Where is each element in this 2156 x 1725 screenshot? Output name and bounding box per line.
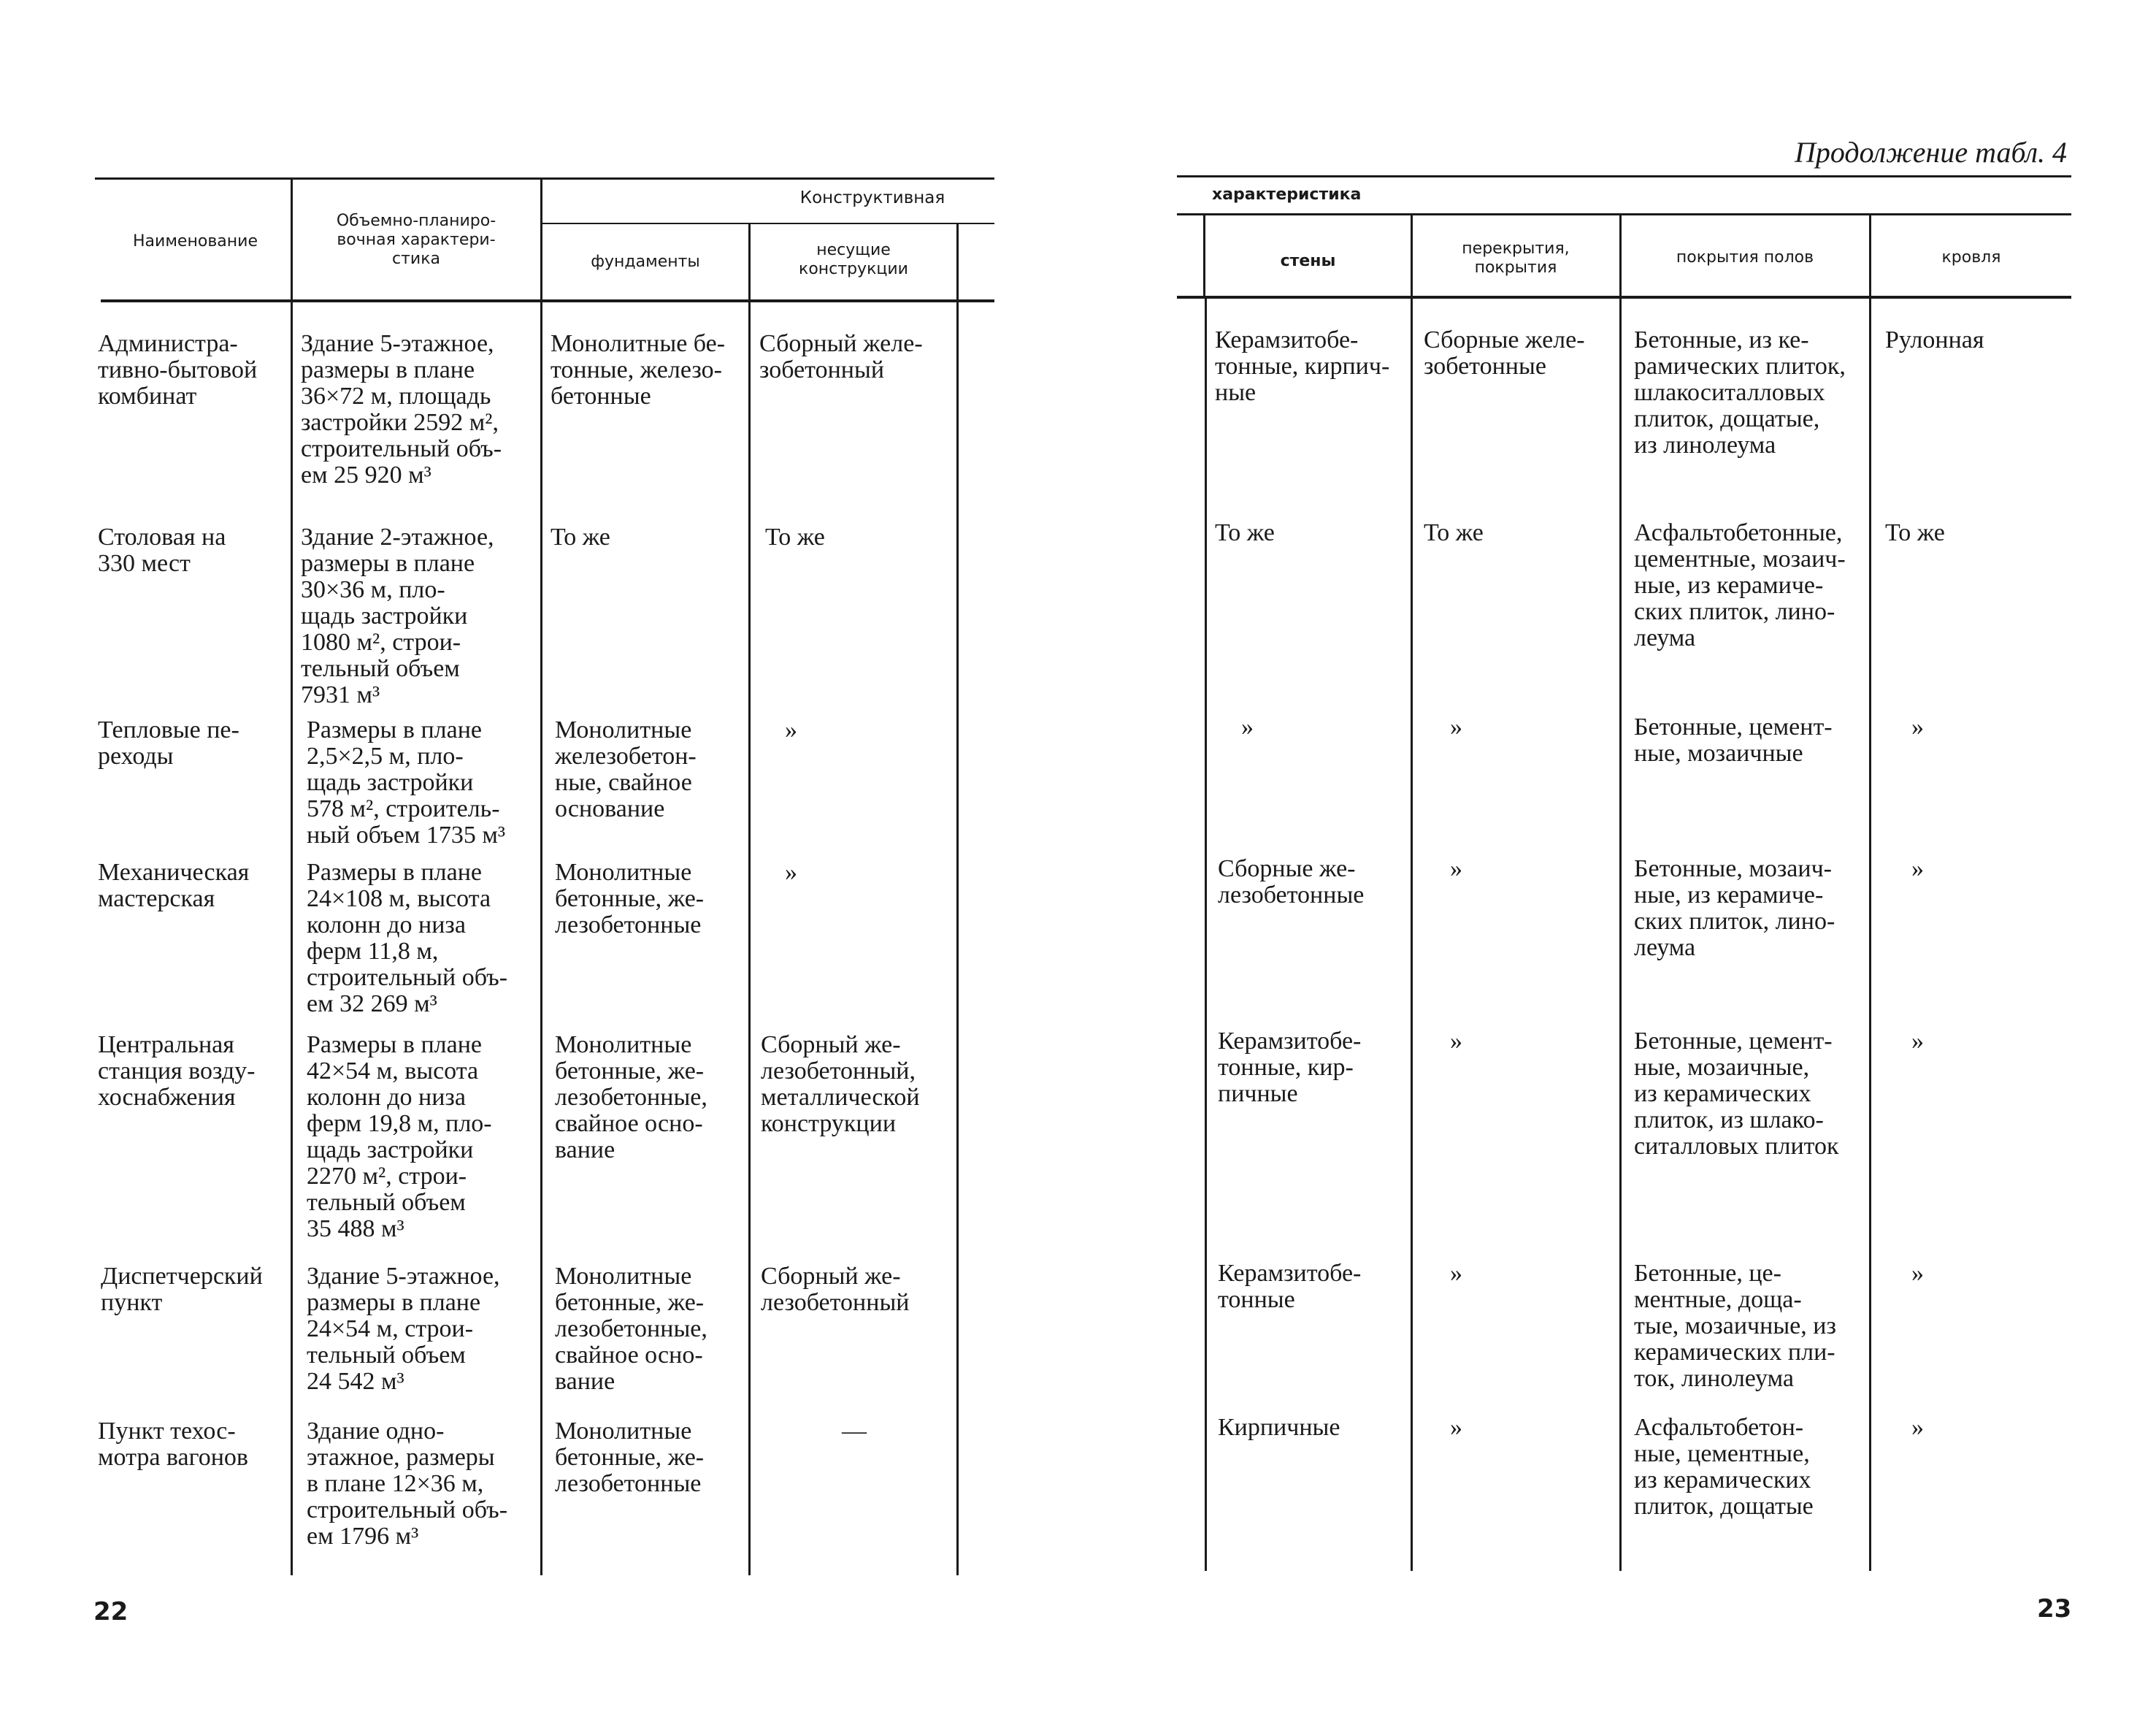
cell-floors: » <box>1450 1260 1462 1287</box>
cell-plan: Здание 5-этажное, размеры в плане 24×54 м, строи- тельный объем 24 542 м³ <box>307 1263 500 1395</box>
cell-name: Центральная станция возду- хоснабжения <box>98 1031 256 1111</box>
cell-foundations: То же <box>550 524 610 551</box>
header-bearing: несущие конструкции <box>799 241 908 278</box>
column-divider <box>1869 299 1871 1571</box>
column-divider <box>1411 299 1413 1571</box>
header-plan: Объемно-планиро- вочная характери- стика <box>336 212 496 268</box>
cell-floors: То же <box>1424 519 1484 546</box>
cell-name: Механическая мастерская <box>98 859 250 912</box>
header-divider <box>956 223 959 301</box>
cell-foundations: Монолитные железобетон- ные, свайное основание <box>555 716 697 822</box>
cell-floor-cover: Бетонные, це- ментные, доща- тые, мозаичные, из керамических пли- ток, линолеума <box>1634 1260 1836 1392</box>
column-divider <box>956 302 959 1575</box>
cell-floor-cover: Бетонные, цемент- ные, мозаичные <box>1634 714 1833 767</box>
header-divider <box>291 179 293 301</box>
cell-bearing: То же <box>765 524 825 551</box>
top-rule <box>95 177 994 180</box>
cell-floor-cover: Асфальтобетонные, цементные, мозаич- ные, из керамиче- ских плиток, лино- леума <box>1634 519 1846 651</box>
cell-plan: Размеры в плане 42×54 м, высота колонн до низа ферм 19,8 м, пло- щадь застройки 2270 м², строи- тельный объем 35 488 м³ <box>307 1031 492 1242</box>
cell-roof: » <box>1911 1028 1924 1055</box>
cell-plan: Здание одно- этажное, размеры в плане 12×36 м, строительный объ- ем 1796 м³ <box>307 1418 508 1550</box>
cell-walls: Керамзитобе- тонные, кирпич- ные <box>1215 326 1390 406</box>
cell-name: Столовая на 330 мест <box>98 524 226 577</box>
cell-name: Администра- тивно-бытовой комбинат <box>98 330 258 410</box>
cell-floor-cover: Асфальтобетон- ные, цементные, из керамических плиток, дощатые <box>1634 1414 1814 1520</box>
cell-floor-cover: Бетонные, цемент- ные, мозаичные, из керамических плиток, из шлако- ситалловых плиток <box>1634 1028 1839 1160</box>
header-bottom-rule <box>101 299 994 302</box>
cell-floors: » <box>1450 714 1462 741</box>
header-floor-cover: покрытия полов <box>1676 248 1814 267</box>
page-number-right: 23 <box>2037 1594 2072 1623</box>
cell-name: Диспетчерский пункт <box>101 1263 263 1316</box>
cell-roof: » <box>1911 714 1924 741</box>
header-foundations: фундаменты <box>591 253 700 271</box>
cell-plan: Размеры в плане 24×108 м, высота колонн до низа ферм 11,8 м, строительный объ- ем 32 269 м³ <box>307 859 508 1017</box>
cell-plan: Размеры в плане 2,5×2,5 м, пло- щадь застройки 578 м², строитель- ный объем 1735 м³ <box>307 716 506 849</box>
top-rule <box>1177 175 2071 177</box>
cell-floor-cover: Бетонные, из ке- рамических плиток, шлакоситалловых плиток, дощатые, из линолеума <box>1634 326 1846 459</box>
page-number-left: 22 <box>93 1597 128 1626</box>
cell-roof: » <box>1911 1414 1924 1441</box>
cell-foundations: Монолитные бетонные, же- лезобетонные, свайное осно- вание <box>555 1263 707 1395</box>
cell-floor-cover: Бетонные, мозаич- ные, из керамиче- ских плиток, лино- леума <box>1634 855 1835 961</box>
cell-plan: Здание 5-этажное, размеры в плане 36×72 м, площадь застройки 2592 м², строительный объ- ем 25 920 м³ <box>301 330 502 489</box>
header-roof: кровля <box>1941 248 2001 267</box>
cell-name: Пункт техос- мотра вагонов <box>98 1418 248 1471</box>
cell-roof: Рулонная <box>1885 326 1984 353</box>
cell-bearing: Сборный желе- зобетонный <box>759 330 923 383</box>
cell-bearing: » <box>785 716 797 743</box>
cell-floors: » <box>1450 1414 1462 1441</box>
header-mid-rule <box>542 223 994 224</box>
cell-floors: Сборные желе- зобетонные <box>1424 326 1585 380</box>
column-divider <box>291 302 293 1575</box>
cell-foundations: Монолитные бетонные, же- лезобетонные <box>555 1418 705 1497</box>
cell-roof: То же <box>1885 519 1945 546</box>
cell-bearing: Сборный же- лезобетонный <box>761 1263 910 1316</box>
header-divider <box>1411 215 1413 298</box>
header-name: Наименование <box>133 232 258 250</box>
cell-walls: Керамзитобе- тонные, кир- пичные <box>1218 1028 1362 1107</box>
header-floors: перекрытия, покрытия <box>1462 240 1570 277</box>
cell-walls: Сборные же- лезобетонные <box>1218 855 1365 909</box>
cell-foundations: Монолитные бетонные, же- лезобетонные <box>555 859 705 938</box>
header-bottom-rule <box>1177 296 2071 299</box>
cell-name: Тепловые пе- реходы <box>98 716 239 770</box>
cell-plan: Здание 2-этажное, размеры в плане 30×36 м, пло- щадь застройки 1080 м², строи- тельный объем 7931 м³ <box>301 524 494 708</box>
cell-floors: » <box>1450 1028 1462 1055</box>
cell-roof: » <box>1911 855 1924 882</box>
cell-walls: Керамзитобе- тонные <box>1218 1260 1362 1313</box>
header-divider <box>1619 215 1622 298</box>
cell-bearing: — <box>842 1418 867 1445</box>
cell-bearing: » <box>785 859 797 886</box>
column-divider <box>540 302 542 1575</box>
cell-walls: То же <box>1215 519 1275 546</box>
continuation-label: Продолжение табл. 4 <box>1795 136 2068 169</box>
cell-bearing: Сборный же- лезобетонный, металлической конструкции <box>761 1031 920 1137</box>
column-divider <box>1619 299 1622 1571</box>
header-divider <box>540 179 542 301</box>
column-divider <box>1205 299 1207 1571</box>
header-characteristic: характеристика <box>1212 185 1362 204</box>
header-divider <box>1869 215 1871 298</box>
cell-walls: Кирпичные <box>1218 1414 1340 1441</box>
cell-foundations: Монолитные бетонные, же- лезобетонные, свайное осно- вание <box>555 1031 707 1163</box>
column-divider <box>748 302 751 1575</box>
header-divider <box>1203 215 1205 298</box>
header-walls: стены <box>1280 252 1336 270</box>
header-constructive: Конструктивная <box>799 188 945 207</box>
cell-floors: » <box>1450 855 1462 882</box>
header-divider <box>748 223 751 301</box>
header-mid-rule <box>1177 213 2071 215</box>
cell-roof: » <box>1911 1260 1924 1287</box>
cell-foundations: Монолитные бе- тонные, железо- бетонные <box>550 330 726 410</box>
cell-walls: » <box>1241 714 1254 741</box>
